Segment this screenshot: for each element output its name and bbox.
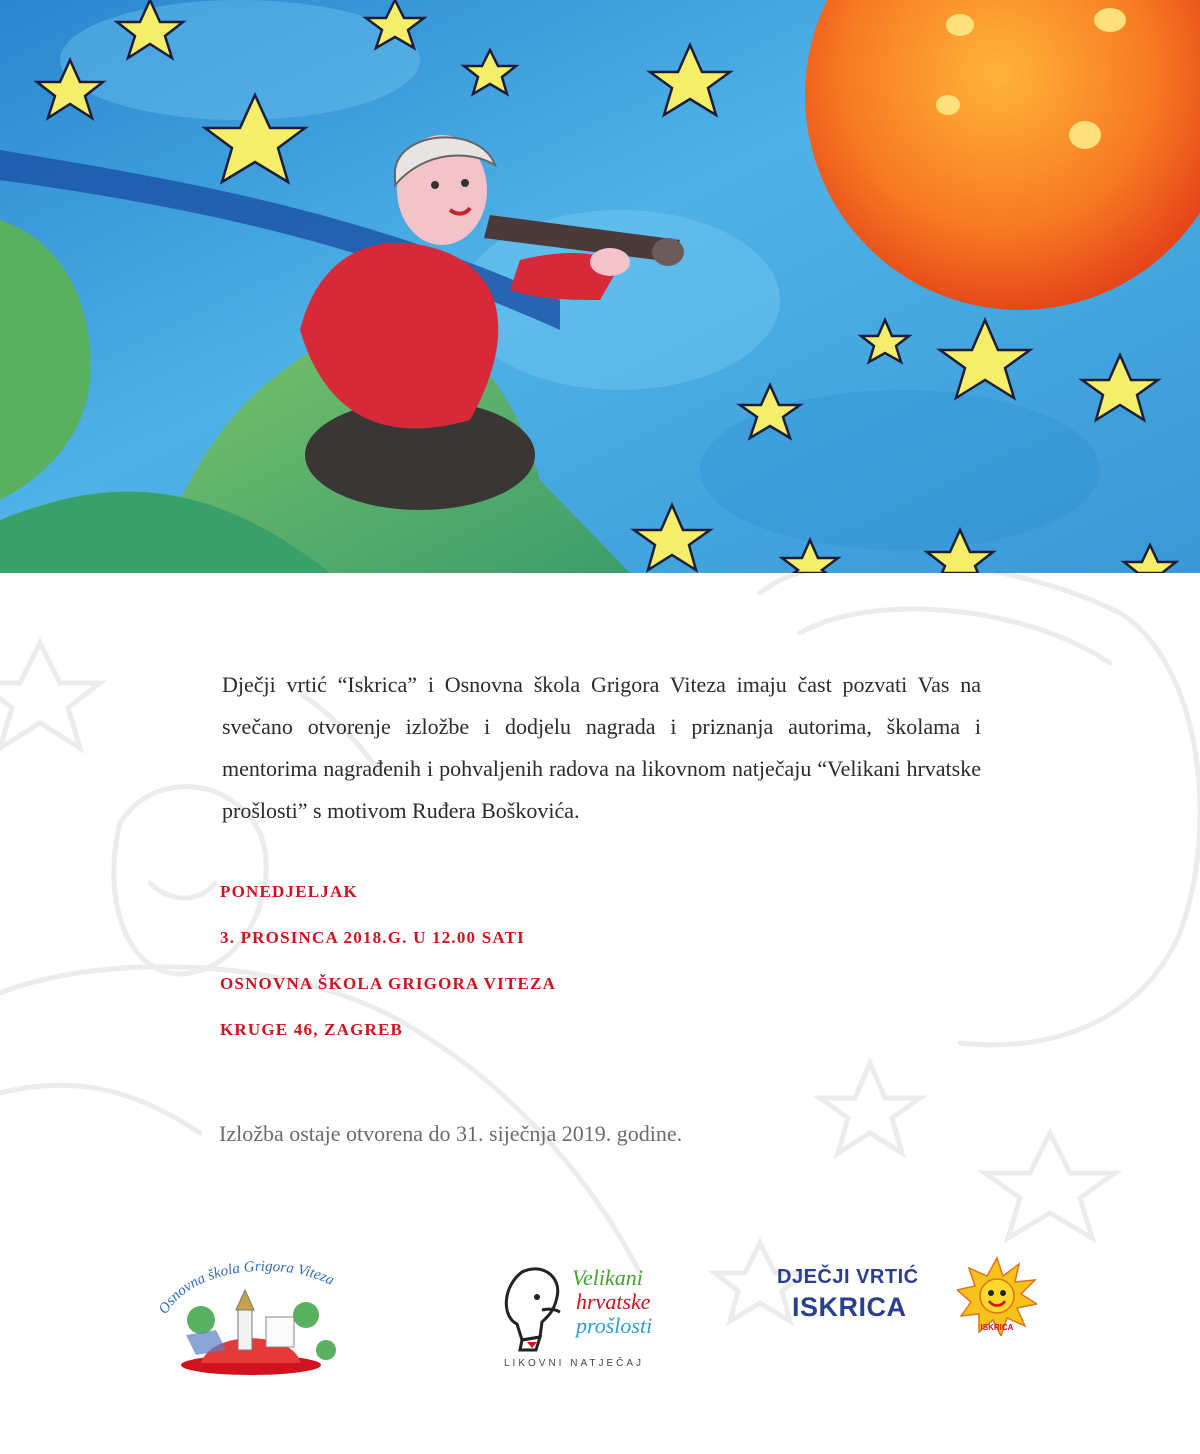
event-date-time: 3. PROSINCA 2018.G. U 12.00 SATI [220, 928, 525, 947]
event-details [220, 874, 920, 1058]
school-logo-graphic [156, 1255, 356, 1380]
boskovic-portrait-icon [492, 1262, 572, 1352]
event-venue: OSNOVNA ŠKOLA GRIGORA VITEZA [220, 974, 557, 993]
sun-mascot-label: ISKRICA [980, 1323, 1014, 1332]
iskrica-line-1: DJEČJI VRTIĆ [777, 1266, 919, 1288]
school-logo [156, 1255, 356, 1380]
closing-note: Izložba ostaje otvorena do 31. siječnja 2019. godine. [219, 1121, 683, 1146]
sun-mascot-icon [957, 1256, 1037, 1336]
iskrica-line-2: ISKRICA [792, 1292, 907, 1322]
velikani-title [572, 1266, 652, 1338]
child-drawing-boskovic-telescope [0, 0, 1200, 573]
invitation-text: Dječji vrtić “Iskrica” i Osnovna škola Grigora Viteza imaju čast pozvati Vas na svečano otvorenje izložbe i dodjelu nagrada i priznanja autorima, školama i mentorima nagrađenih i pohvaljenih radova na likovnom natječaju “Velikani hrvatske prošlosti” s motivom Ruđera Boškovića. [222, 672, 981, 823]
event-day: PONEDJELJAK [220, 882, 358, 901]
school-logo-text: Osnovna škola Grigora Viteza [156, 1258, 337, 1318]
velikani-word-3: prošlosti [576, 1313, 653, 1338]
velikani-logo [492, 1262, 692, 1382]
velikani-subtitle: LIKOVNI NATJEČAJ [504, 1358, 645, 1369]
velikani-word-1: Velikani [572, 1265, 643, 1290]
event-address: KRUGE 46, ZAGREB [220, 1020, 404, 1039]
hero-illustration [0, 0, 1200, 573]
iskrica-logo [777, 1262, 1067, 1342]
velikani-word-2: hrvatske [576, 1289, 651, 1314]
